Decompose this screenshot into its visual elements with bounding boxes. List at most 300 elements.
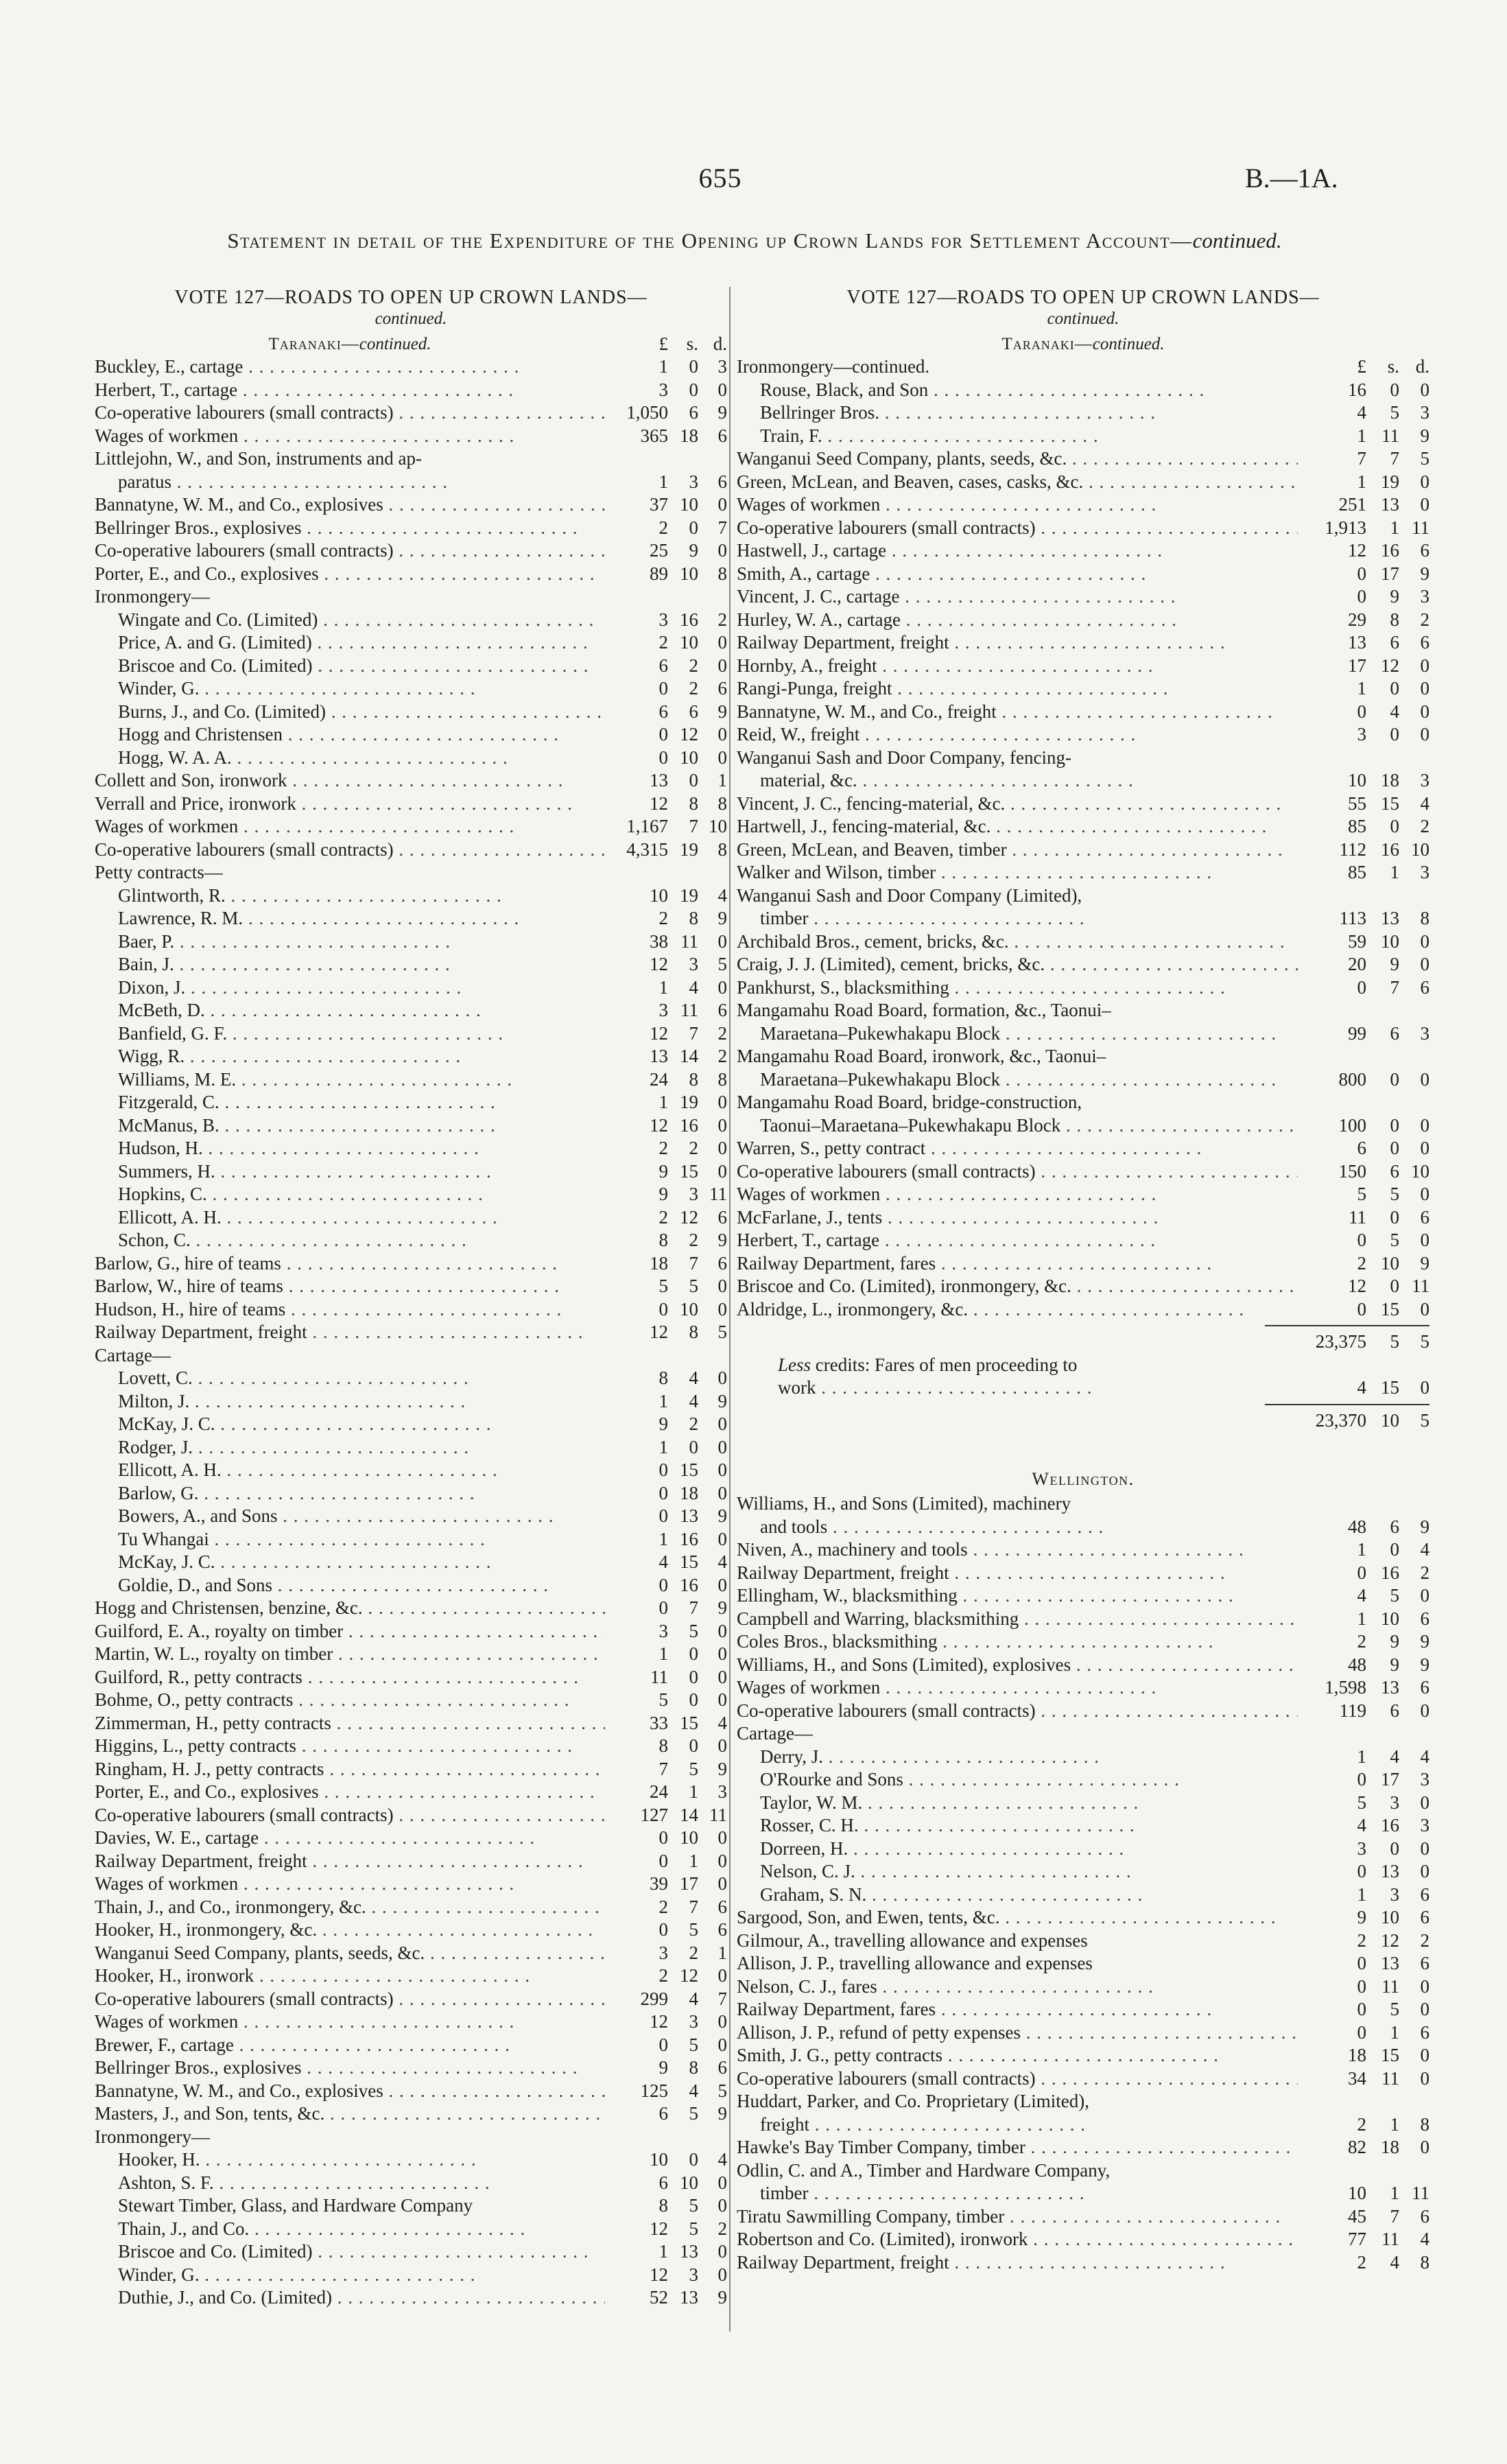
amount-shillings	[1366, 747, 1399, 770]
amount-shillings: 10	[1381, 1252, 1399, 1274]
amount-pence: 0	[717, 724, 727, 744]
ledger-row	[95, 2102, 727, 2126]
entry-description: Lovett, C. . .	[95, 1367, 605, 1390]
amount-shillings	[668, 2126, 698, 2149]
amount-pence: 0	[717, 1482, 727, 1503]
entry-description: Briscoe and Co. (Limited) . .	[95, 2240, 605, 2264]
amount-pounds	[605, 861, 668, 884]
entry-description: Buckley, E., cartage . .	[95, 355, 605, 379]
entry-description: Ringham, H. J., petty contracts . .	[95, 1758, 605, 1781]
entry-description: Gilmour, A., travelling allowance and expenses	[737, 1929, 1088, 1951]
ledger-row	[737, 1792, 1429, 1815]
amount-shillings: 0	[689, 1643, 698, 1664]
entry-description: Bannatyne, W. M., and Co., freight . .	[737, 701, 1298, 724]
ledger-row	[737, 1160, 1429, 1184]
entry-description: Graham, S. N. . .	[737, 1884, 1298, 1907]
amount-shillings: 6	[689, 701, 698, 722]
entry-description: Co-operative labourers (small contracts) . .	[737, 1700, 1298, 1723]
entry-description: Zimmerman, H., petty contracts . .	[95, 1712, 605, 1735]
amount-pounds: 12	[1348, 540, 1366, 561]
entry-description: Railway Department, fares . .	[737, 1252, 1298, 1276]
entry-description: Winder, G. . .	[95, 677, 605, 701]
entry-description: McManus, B. . .	[95, 1114, 605, 1138]
ledger-row	[95, 1482, 727, 1505]
ledger-row	[95, 1068, 727, 1092]
amount-shillings: 0	[689, 1689, 698, 1710]
entry-description: Rosser, C. H. . .	[737, 1814, 1298, 1838]
ledger-row	[95, 1896, 727, 1919]
amount-pence: 8	[717, 838, 727, 860]
amount-pounds: 251	[1338, 494, 1366, 515]
amount-pence: 3	[1420, 586, 1429, 607]
amount-pence: 10	[1411, 838, 1429, 860]
amount-pounds: 1,167	[626, 816, 668, 836]
entry-description: Smith, J. G., petty contracts . .	[737, 2044, 1298, 2067]
subtotal-pounds: 23,375	[1315, 1331, 1366, 1352]
amount-pounds: 3	[1357, 724, 1366, 744]
right-column	[737, 287, 1429, 2274]
ledger-row	[737, 2205, 1429, 2229]
entry-description: Bellringer Bros. . .	[737, 401, 1298, 425]
amount-pence	[698, 585, 727, 609]
amount-pence	[698, 447, 727, 471]
entry-description: Littlejohn, W., and Son, instruments and ap-	[95, 448, 422, 469]
subtotal-rule	[737, 1321, 1429, 1330]
amount-pounds: 0	[658, 1505, 668, 1526]
entry-description: Railway Department, freight . .	[95, 1850, 605, 1873]
amount-pence: 0	[1420, 1999, 1429, 2019]
ledger-row	[95, 2148, 727, 2172]
ledger-row	[95, 493, 727, 517]
amount-pounds: 2	[658, 632, 668, 653]
amount-shillings: 15	[680, 1459, 698, 1480]
amount-pounds: 0	[658, 1597, 668, 1618]
amount-pence: 0	[1420, 1184, 1429, 1204]
amount-shillings: 0	[1390, 1838, 1399, 1859]
ledger-row	[95, 1022, 727, 1046]
amount-pence: 10	[1411, 1160, 1429, 1182]
subtotal-pence: 5	[1420, 1331, 1429, 1352]
amount-pounds: 0	[1357, 1999, 1366, 2019]
ledger-row	[737, 1630, 1429, 1654]
amount-pounds: 11	[1349, 1206, 1366, 1228]
entry-description: Stewart Timber, Glass, and Hardware Company	[118, 2195, 473, 2216]
amount-pounds: 8	[658, 2195, 668, 2216]
entry-description: Wanganui Sash and Door Company (Limited),	[737, 884, 1082, 906]
ledger-row	[737, 1183, 1429, 1206]
amount-pence: 9	[717, 2287, 727, 2308]
amount-pence: 8	[1420, 908, 1429, 928]
entry-description: Baer, P. . .	[95, 930, 605, 954]
entry-description: Hooker, H., ironmongery, &c. . .	[95, 1919, 605, 1942]
ledger-row	[737, 907, 1429, 930]
entry-description: Dixon, J. . .	[95, 976, 605, 1000]
entry-description: and tools . .	[737, 1516, 1298, 1539]
amount-shillings: 19	[680, 884, 698, 906]
ledger-row	[95, 838, 727, 862]
entry-description: Ellicott, A. H. . .	[95, 1459, 605, 1482]
amount-shillings: 7	[1390, 2205, 1399, 2227]
amount-shillings: 0	[1390, 724, 1399, 744]
ledger-row	[95, 2194, 727, 2218]
ledger-row	[737, 447, 1429, 471]
entry-description: Duthie, J., and Co. (Limited) . .	[95, 2286, 605, 2310]
amount-shillings: 4	[689, 976, 698, 998]
amount-pounds: 9	[658, 1184, 668, 1204]
credit-row-1	[737, 1354, 1429, 1377]
ledger-row	[95, 1666, 727, 1689]
left-ledger-rows	[95, 355, 727, 2310]
amount-pence: d.	[1415, 356, 1429, 377]
ledger-row	[95, 999, 727, 1022]
amount-pence: 0	[1420, 2067, 1429, 2089]
entry-description: Odlin, C. and A., Timber and Hardware Company,	[737, 2159, 1111, 2181]
amount-pence: 4	[717, 2149, 727, 2170]
ledger-row	[737, 2182, 1429, 2205]
ledger-row	[95, 1964, 727, 1988]
amount-pence: 0	[717, 1965, 727, 1986]
entry-description: Lawrence, R. M. . .	[95, 907, 605, 930]
amount-pounds: 8	[658, 1230, 668, 1250]
amount-shillings: 17	[680, 1873, 698, 1894]
amount-pence: 6	[717, 2057, 727, 2078]
amount-pounds: 12	[650, 793, 668, 814]
statement-title: Statement in detail of the Expenditure of the Opening up Crown Lands for Settlement Account—	[227, 228, 1193, 253]
amount-shillings: 7	[689, 1252, 698, 1274]
amount-pounds: 1,050	[626, 402, 668, 423]
amount-pounds: 1	[1357, 425, 1366, 446]
ledger-row	[95, 1436, 727, 1459]
amount-pounds: 1	[658, 1390, 668, 1411]
amount-pence: 0	[717, 1436, 727, 1457]
entry-description: Rangi-Punga, freight . .	[737, 677, 1298, 701]
amount-shillings: 5	[689, 2195, 698, 2216]
column-divider	[729, 287, 731, 2332]
entry-description: Smith, A., cartage . .	[737, 563, 1298, 586]
amount-pounds: 125	[640, 2080, 668, 2101]
amount-pounds: 0	[658, 724, 668, 744]
amount-shillings: 16	[680, 1114, 698, 1136]
ledger-row	[95, 677, 727, 701]
ledger-row	[95, 1643, 727, 1666]
amount-shillings: 16	[1381, 838, 1399, 860]
entry-description: Wages of workmen . .	[95, 1873, 605, 1896]
entry-description: Walker and Wilson, timber . .	[737, 861, 1298, 884]
ledger-row	[95, 1758, 727, 1781]
ledger-row	[95, 976, 727, 1000]
amount-shillings: 8	[689, 793, 698, 814]
ledger-row	[95, 1689, 727, 1712]
amount-pence: 3	[717, 356, 727, 377]
amount-pounds: 39	[650, 1873, 668, 1894]
amount-shillings: 10	[680, 2172, 698, 2193]
amount-pence: 4	[1420, 2229, 1429, 2249]
ledger-row	[95, 1275, 727, 1298]
ledger-row	[95, 1873, 727, 1896]
right-ledger-rows-taranaki	[737, 355, 1429, 1321]
amount-pounds: 12	[650, 1322, 668, 1342]
amount-pounds: 18	[650, 1252, 668, 1274]
amount-pounds: 4	[1357, 1585, 1366, 1606]
ledger-row	[95, 425, 727, 448]
ledger-row	[737, 838, 1429, 862]
amount-pounds: 0	[658, 747, 668, 768]
entry-description: Bannatyne, W. M., and Co., explosives . .	[95, 2080, 605, 2103]
amount-pounds: 2	[658, 1206, 668, 1228]
entry-description: Guilford, R., petty contracts . .	[95, 1666, 605, 1689]
ledger-row	[95, 1344, 727, 1368]
entry-description: Mangamahu Road Board, formation, &c., Taonui–	[737, 1000, 1111, 1020]
net-total-shillings: 10	[1381, 1409, 1399, 1431]
ledger-row	[737, 930, 1429, 954]
amount-pounds: 4	[1357, 402, 1366, 423]
ledger-row	[95, 1850, 727, 1873]
amount-shillings: 6	[1390, 1160, 1399, 1182]
amount-pounds: 85	[1348, 816, 1366, 836]
amount-shillings: 13	[1381, 494, 1399, 515]
amount-shillings: 17	[1381, 1769, 1399, 1790]
entry-description: Davies, W. E., cartage . .	[95, 1827, 605, 1850]
entry-description: Williams, H., and Sons (Limited), explosives . .	[737, 1654, 1298, 1677]
entry-description: Green, McLean, and Beaven, timber . .	[737, 838, 1298, 862]
entry-description: Taylor, W. M. . .	[737, 1792, 1298, 1815]
amount-pounds: 10	[650, 2149, 668, 2170]
amount-pence: 0	[717, 1620, 727, 1641]
ledger-row	[95, 793, 727, 816]
amount-shillings: 6	[1390, 632, 1399, 653]
amount-pence: 0	[717, 2195, 727, 2216]
amount-shillings: 6	[1390, 1516, 1399, 1537]
amount-shillings: 8	[689, 1322, 698, 1342]
entry-description: Vincent, J. C., fencing-material, &c. . .	[737, 793, 1298, 816]
amount-pence: 0	[717, 1735, 727, 1756]
entry-description: Allison, J. P., refund of petty expenses . .	[737, 2021, 1298, 2045]
amount-pounds	[605, 447, 668, 471]
entry-description: Hornby, A., freight . .	[737, 655, 1298, 678]
amount-shillings: 0	[689, 356, 698, 377]
amount-shillings: 8	[689, 908, 698, 928]
amount-pounds: 12	[1348, 1276, 1366, 1296]
amount-pence	[1399, 747, 1429, 770]
amount-pence	[1399, 1045, 1429, 1068]
amount-pence: 0	[717, 655, 727, 676]
entry-description: Sargood, Son, and Ewen, tents, &c. . .	[737, 1906, 1298, 1929]
ledger-row	[95, 1114, 727, 1138]
amount-pounds: 25	[650, 540, 668, 561]
pounds-header: £	[658, 333, 668, 354]
amount-pence: 2	[1420, 1929, 1429, 1951]
entry-description: Winder, G. . .	[95, 2264, 605, 2287]
ledger-row	[737, 379, 1429, 402]
amount-shillings: 1	[1390, 2183, 1399, 2203]
ledger-row	[95, 861, 727, 884]
ledger-row	[737, 2044, 1429, 2067]
amount-shillings: 11	[680, 930, 698, 952]
entry-description: Bain, J. . .	[95, 953, 605, 976]
entry-description: Ashton, S. F. . .	[95, 2172, 605, 2195]
entry-description: Co-operative labourers (small contracts) . .	[737, 2067, 1298, 2091]
amount-pence: 0	[1420, 379, 1429, 400]
amount-pounds: 37	[650, 494, 668, 515]
amount-pounds: 9	[658, 1160, 668, 1182]
amount-shillings: 3	[1390, 1884, 1399, 1905]
ledger-row	[95, 1252, 727, 1276]
amount-pence: 0	[717, 976, 727, 998]
amount-shillings: 0	[689, 517, 698, 538]
entry-description: McKay, J. C. . .	[95, 1413, 605, 1436]
amount-pence: 9	[1420, 1252, 1429, 1274]
amount-pounds: 3	[658, 1942, 668, 1963]
amount-pence: 0	[1420, 954, 1429, 974]
ledger-row	[737, 1746, 1429, 1769]
statement-title-continued: continued.	[1192, 228, 1282, 253]
amount-pence: 6	[717, 1252, 727, 1274]
amount-pence: 3	[1420, 770, 1429, 790]
ledger-row	[95, 1712, 727, 1735]
ledger-row	[737, 953, 1429, 976]
amount-pounds: 365	[640, 425, 668, 446]
total-rule	[737, 1400, 1429, 1409]
ledger-row	[737, 747, 1429, 770]
amount-pounds	[1298, 1492, 1366, 1516]
entry-description: Robertson and Co. (Limited), ironwork . .	[737, 2228, 1298, 2251]
amount-pounds: 8	[658, 1735, 668, 1756]
amount-pence: 4	[1420, 793, 1429, 814]
amount-pence: 0	[717, 494, 727, 515]
amount-pounds: 48	[1348, 1516, 1366, 1537]
amount-pounds: 7	[1357, 448, 1366, 469]
amount-shillings: 4	[689, 1368, 698, 1388]
amount-pence: 0	[1420, 1700, 1429, 1721]
amount-pounds: 2	[1357, 2113, 1366, 2135]
ledger-row	[95, 539, 727, 563]
credit-description-cont: work	[778, 1377, 816, 1398]
amount-pence: 9	[717, 2103, 727, 2124]
entry-description: McBeth, D. . .	[95, 999, 605, 1022]
amount-pence: 0	[717, 2241, 727, 2262]
amount-pence: 6	[1420, 1953, 1429, 1973]
amount-pounds: 13	[650, 770, 668, 790]
amount-pounds: 17	[1348, 655, 1366, 676]
entry-description: Hogg and Christensen, benzine, &c. . .	[95, 1597, 605, 1620]
amount-shillings: 0	[1390, 1206, 1399, 1228]
amount-pence: 9	[717, 1505, 727, 1526]
amount-shillings: 4	[1390, 2251, 1399, 2273]
entry-description: paratus . .	[95, 471, 605, 494]
amount-shillings: 14	[680, 1804, 698, 1825]
amount-pounds: 2	[1357, 1631, 1366, 1652]
entry-description: Bannatyne, W. M., and Co., explosives . .	[95, 493, 605, 517]
amount-pounds: 82	[1348, 2137, 1366, 2157]
amount-shillings: 4	[1390, 1746, 1399, 1767]
ledger-row	[737, 1229, 1429, 1252]
amount-shillings: 10	[1381, 1608, 1399, 1629]
amount-shillings: 13	[1381, 1953, 1399, 1973]
amount-pounds: 12	[650, 1114, 668, 1136]
ledger-row	[737, 1838, 1429, 1861]
amount-pounds: 0	[658, 1574, 668, 1595]
amount-pence: 0	[1420, 2137, 1429, 2157]
entry-description: Campbell and Warring, blacksmithing . .	[737, 1608, 1298, 1631]
right-ledger-rows-wellington	[737, 1492, 1429, 2274]
ledger-row	[737, 1768, 1429, 1792]
amount-shillings: 13	[1381, 1861, 1399, 1881]
amount-pence	[1399, 2090, 1429, 2113]
ledger-row	[95, 1137, 727, 1160]
amount-pence: 0	[1420, 930, 1429, 952]
amount-pounds: 0	[1357, 1975, 1366, 1997]
ledger-row	[95, 953, 727, 976]
amount-shillings: 16	[680, 1574, 698, 1595]
amount-pounds	[1298, 2090, 1366, 2113]
amount-pounds: 0	[1357, 701, 1366, 722]
amount-pounds: 1	[1357, 1746, 1366, 1767]
amount-shillings	[1366, 1091, 1399, 1114]
amount-pence: 6	[1420, 1206, 1429, 1228]
amount-shillings: 10	[680, 747, 698, 768]
amount-pounds: 150	[1338, 1160, 1366, 1182]
amount-pounds: 4	[658, 1551, 668, 1572]
ledger-row	[95, 2126, 727, 2149]
amount-shillings: 2	[689, 1230, 698, 1250]
entry-description: Wages of workmen . .	[95, 2010, 605, 2034]
ledger-row	[737, 1114, 1429, 1138]
amount-shillings: 5	[689, 1276, 698, 1296]
amount-shillings: 15	[680, 1160, 698, 1182]
ledger-row	[737, 1676, 1429, 1700]
amount-pounds: £	[1357, 356, 1366, 377]
amount-pounds: 6	[658, 701, 668, 722]
entry-description: Craig, J. J. (Limited), cement, bricks, &c. . .	[737, 953, 1298, 976]
amount-pounds: 85	[1348, 862, 1366, 882]
entry-description: Allison, J. P., travelling allowance and expenses	[737, 1953, 1093, 1973]
amount-pence: 6	[717, 1206, 727, 1228]
entry-description: Briscoe and Co. (Limited) . .	[95, 655, 605, 678]
ledger-row	[737, 401, 1429, 425]
amount-shillings: 4	[1390, 701, 1399, 722]
amount-pounds: 112	[1339, 838, 1366, 860]
amount-pounds: 10	[1348, 770, 1366, 790]
amount-pounds: 12	[650, 2264, 668, 2285]
entry-description: Goldie, D., and Sons . .	[95, 1574, 605, 1597]
amount-pence: 11	[709, 1804, 727, 1825]
amount-pounds: 0	[1357, 1562, 1366, 1583]
amount-pence: 8	[717, 1068, 727, 1090]
left-section-heading: Taranaki—continued.	[268, 334, 431, 353]
amount-pounds: 34	[1348, 2067, 1366, 2089]
ledger-row	[737, 1516, 1429, 1539]
ledger-row	[95, 701, 727, 724]
amount-pence: 3	[1420, 1769, 1429, 1790]
amount-pounds: 0	[658, 2034, 668, 2055]
amount-pence: 6	[1420, 1608, 1429, 1629]
entry-description: Cartage—	[737, 1723, 813, 1744]
amount-shillings: 2	[689, 1138, 698, 1158]
amount-shillings: 7	[1390, 976, 1399, 998]
amount-pence: 0	[717, 632, 727, 653]
entry-description: Barlow, G., hire of teams . .	[95, 1252, 605, 1276]
amount-pounds: 299	[640, 1988, 668, 2009]
ledger-row	[737, 1091, 1429, 1114]
ledger-row	[737, 1884, 1429, 1907]
amount-pence: 3	[1420, 1022, 1429, 1044]
ledger-row	[95, 1919, 727, 1942]
amount-shillings: 14	[680, 1046, 698, 1066]
ledger-row	[95, 1827, 727, 1850]
ledger-row	[95, 1045, 727, 1068]
amount-shillings	[1366, 999, 1399, 1022]
amount-shillings: 9	[1390, 1631, 1399, 1652]
